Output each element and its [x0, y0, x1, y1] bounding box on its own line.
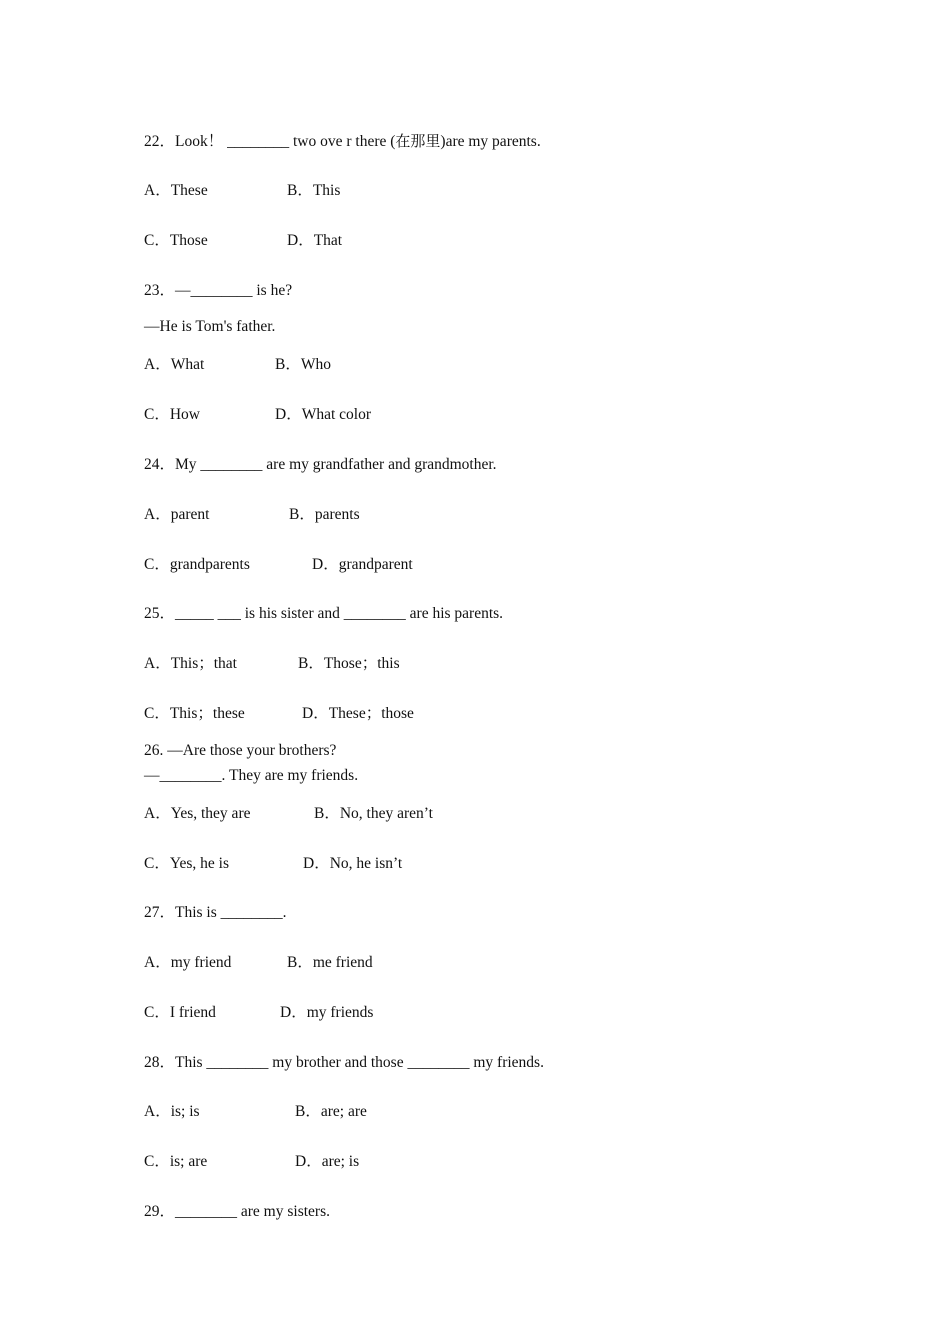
question-27-option-b: B．me friend: [287, 954, 373, 971]
question-23-option-d: D．What color: [275, 406, 371, 423]
question-25-option-c: C．This；these: [144, 705, 245, 722]
question-26-option-d: D．No, he isn’t: [303, 855, 403, 872]
question-22-option-d: D．That: [287, 232, 343, 249]
question-23-option-c: C．How: [144, 406, 200, 423]
question-23-stem: 23．—________ is he?: [144, 282, 293, 299]
question-27-option-d: D．my friends: [280, 1004, 374, 1021]
question-24-option-a: A．parent: [144, 506, 210, 523]
question-26-option-b: B．No, they aren’t: [314, 805, 433, 822]
question-28-option-c: C．is; are: [144, 1153, 208, 1170]
question-25-stem: 25．_____ ___ is his sister and ________ are his parents.: [144, 605, 504, 622]
question-29-stem: 29．________ are my sisters.: [144, 1203, 330, 1220]
question-23-option-b: B．Who: [275, 356, 331, 373]
question-28-stem: 28．This ________ my brother and those ________ my friends.: [144, 1054, 544, 1071]
question-27-stem: 27．This is ________.: [144, 904, 287, 921]
question-25-option-a: A．This；that: [144, 655, 237, 672]
question-28-option-b: B．are; are: [295, 1103, 367, 1120]
question-22-stem: 22．Look！ ________ two ove r there (在那里)are my parents.: [144, 132, 541, 150]
question-26-option-a: A．Yes, they are: [144, 805, 251, 822]
question-22-option-c: C．Those: [144, 232, 208, 249]
question-26-option-c: C．Yes, he is: [144, 855, 229, 872]
question-22-option-a: A．These: [144, 182, 208, 199]
question-27-option-c: C．I friend: [144, 1004, 216, 1021]
question-23-answer-line: —He is Tom's father.: [144, 318, 276, 335]
question-28-option-a: A．is; is: [144, 1103, 200, 1120]
question-26-stem: 26. —Are those your brothers?: [144, 742, 337, 759]
question-25-option-d: D．These；those: [302, 705, 414, 722]
question-27-option-a: A．my friend: [144, 954, 232, 971]
question-22-chinese-gloss: 在那里: [395, 132, 441, 150]
question-24-option-d: D．grandparent: [312, 556, 413, 573]
question-26-answer-line: —________. They are my friends.: [144, 767, 359, 784]
question-24-option-b: B．parents: [289, 506, 360, 523]
question-25-option-b: B．Those；this: [298, 655, 400, 672]
question-24-stem: 24．My ________ are my grandfather and grandmother.: [144, 456, 497, 473]
question-22-option-b: B．This: [287, 182, 341, 199]
question-23-option-a: A．What: [144, 356, 205, 373]
question-24-option-c: C．grandparents: [144, 556, 250, 573]
question-28-option-d: D．are; is: [295, 1153, 360, 1170]
